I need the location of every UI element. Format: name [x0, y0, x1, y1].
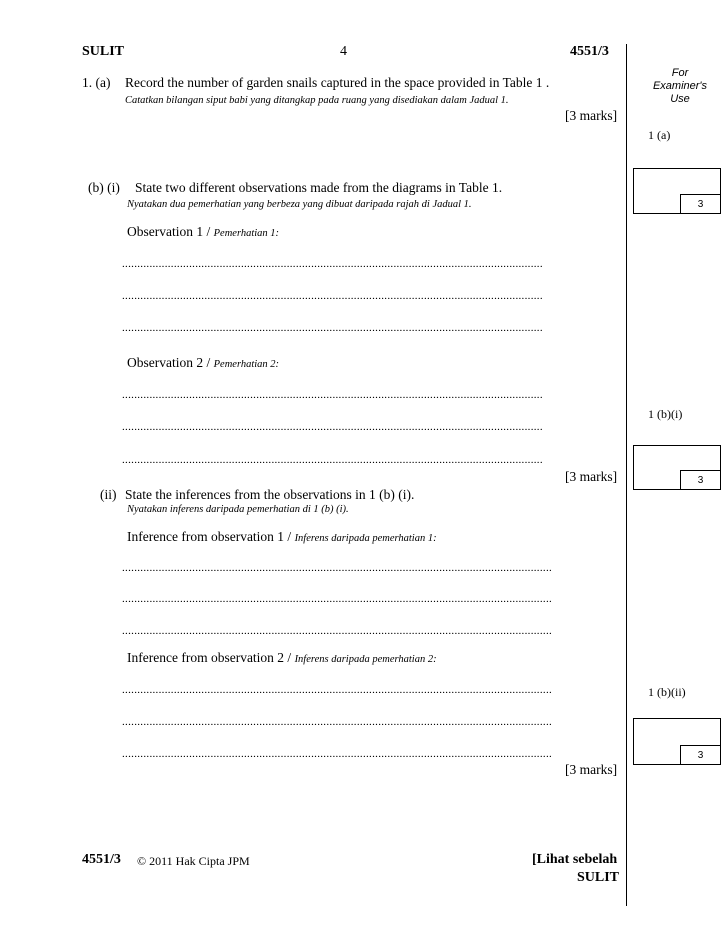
obs2-malay: Pemerhatian 2: — [213, 359, 280, 370]
examiner-line-1: For — [671, 67, 689, 79]
inf1-line-1[interactable]: ............................................................................................................................................. — [122, 562, 553, 574]
obs1-line-1[interactable]: .......................................................................................................................................... — [122, 258, 543, 270]
obs1-label: Observation 1 / — [127, 224, 214, 239]
q1bii-ref: 1 (b)(ii) — [648, 685, 686, 699]
q1bi-score-box — [633, 445, 721, 490]
q1bi-marks: [3 marks] — [565, 469, 618, 484]
page-number: 4 — [340, 44, 347, 59]
footer-copyright: © 2011 Hak Cipta JPM — [137, 854, 250, 868]
q1bi-ref: 1 (b)(i) — [648, 407, 683, 421]
q1a-label: 1. (a) — [82, 75, 111, 90]
obs1-line-2[interactable]: .......................................................................................................................................... — [122, 290, 543, 302]
q1a-malay: Catatkan bilangan siput babi yang ditangkap pada ruang yang disediakan dalam Jadual 1. — [125, 95, 509, 106]
inf2-malay: Inferens daripada pemerhatian 2: — [294, 654, 437, 665]
q1bi-malay: Nyatakan dua pemerhatian yang berbeza yang dibuat daripada rajah di Jadual 1. — [127, 199, 472, 210]
obs1-malay: Pemerhatian 1: — [213, 228, 280, 239]
inf1-malay: Inferens daripada pemerhatian 1: — [294, 533, 437, 544]
q1bi-label: (b) (i) — [88, 180, 120, 195]
inf1-line-3[interactable]: ............................................................................................................................................. — [122, 625, 553, 637]
margin-divider — [626, 44, 627, 906]
q1bii-text: State the inferences from the observations in 1 (b) (i). — [125, 487, 415, 502]
q1bi-score: 3 — [680, 470, 721, 490]
q1a-score: 3 — [680, 194, 721, 214]
examiner-line-3: Use — [670, 93, 690, 105]
inf1-label: Inference from observation 1 / — [127, 529, 295, 544]
obs2-line-1[interactable]: .......................................................................................................................................... — [122, 389, 543, 401]
inf1-line-2[interactable]: ............................................................................................................................................. — [122, 593, 553, 605]
q1bii-malay: Nyatakan inferens daripada pemerhatian di 1 (b) (i). — [127, 504, 349, 515]
footer-sulit: SULIT — [577, 870, 620, 885]
q1bi-text: State two different observations made from the diagrams in Table 1. — [135, 180, 503, 195]
inf2-line-2[interactable]: ............................................................................................................................................. — [122, 716, 553, 728]
obs2-heading — [127, 355, 279, 371]
inf2-heading — [127, 650, 437, 666]
inf2-label: Inference from observation 2 / — [127, 650, 295, 665]
q1a-score-box — [633, 168, 721, 214]
examiner-use-header — [640, 67, 720, 106]
obs1-line-3[interactable]: .......................................................................................................................................... — [122, 322, 543, 334]
q1a-ref: 1 (a) — [648, 128, 671, 142]
q1bii-score: 3 — [680, 745, 721, 765]
q1bii-marks: [3 marks] — [565, 762, 618, 777]
obs2-line-3[interactable]: .......................................................................................................................................... — [122, 454, 543, 466]
q1a-text: Record the number of garden snails captured in the space provided in Table 1 . — [125, 75, 550, 90]
obs2-line-2[interactable]: .......................................................................................................................................... — [122, 421, 543, 433]
obs2-label: Observation 2 / — [127, 355, 214, 370]
header-sulit: SULIT — [82, 44, 125, 59]
q1a-marks: [3 marks] — [565, 108, 618, 123]
obs1-heading — [127, 224, 279, 240]
inf2-line-1[interactable]: ............................................................................................................................................. — [122, 684, 553, 696]
inf1-heading — [127, 529, 437, 545]
q1bii-label: (ii) — [100, 487, 117, 502]
paper-code: 4551/3 — [570, 44, 609, 59]
q1bii-score-box — [633, 718, 721, 765]
inf2-line-3[interactable]: ............................................................................................................................................. — [122, 748, 553, 760]
footer-code: 4551/3 — [82, 852, 121, 867]
footer-next-page: [Lihat sebelah — [532, 852, 618, 867]
examiner-line-2: Examiner's — [652, 80, 708, 92]
